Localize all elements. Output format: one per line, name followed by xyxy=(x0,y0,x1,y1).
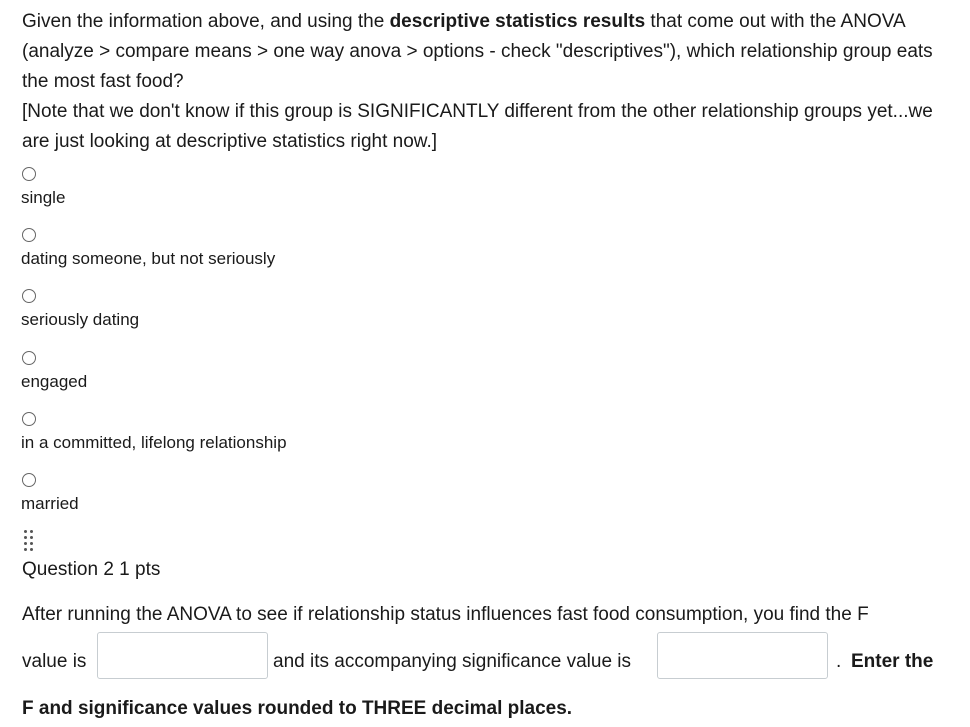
value-is-label: value is xyxy=(22,651,87,672)
option-label: in a committed, lifelong relationship xyxy=(21,433,287,452)
option-label: seriously dating xyxy=(21,310,140,329)
f-value-input[interactable] xyxy=(97,632,268,679)
drag-handle-icon[interactable] xyxy=(24,530,36,552)
option-dating-not-seriously[interactable] xyxy=(21,228,621,278)
prompt-text-part2: that come out with the ANOVA (analyze > compare means > one way anova > options - check "descriptives"), which relationship group eats the most fast food? xyxy=(22,11,933,92)
option-engaged[interactable] xyxy=(21,351,621,401)
question-1-text xyxy=(22,7,952,97)
radio-button[interactable] xyxy=(22,167,36,181)
question-2-answer-row xyxy=(22,632,952,680)
option-label: married xyxy=(21,494,79,513)
question-1-prompt xyxy=(22,7,952,157)
option-seriously-dating[interactable] xyxy=(21,289,621,339)
radio-button[interactable] xyxy=(22,351,36,365)
radio-button[interactable] xyxy=(22,228,36,242)
radio-button[interactable] xyxy=(22,473,36,487)
option-label: dating someone, but not seriously xyxy=(21,249,276,268)
question-2-instructions: F and significance values rounded to THREE decimal places. xyxy=(22,698,573,719)
significance-label: and its accompanying significance value is xyxy=(273,651,632,672)
question-1-note: [Note that we don't know if this group is SIGNIFICANTLY different from the other relationship groups yet...we are just looking at descriptive statistics right now.] xyxy=(22,101,933,152)
radio-button[interactable] xyxy=(22,289,36,303)
significance-value-input[interactable] xyxy=(657,632,828,679)
option-label: single xyxy=(21,188,66,207)
radio-button[interactable] xyxy=(22,412,36,426)
option-label: engaged xyxy=(21,372,88,391)
question-2-text-line1: After running the ANOVA to see if relationship status influences fast food consumption, you find the F xyxy=(22,604,869,625)
prompt-text-part1: Given the information above, and using the xyxy=(22,11,390,32)
enter-the-text: Enter the xyxy=(851,651,934,672)
question-2-header: Question 2 1 pts xyxy=(22,559,161,580)
option-committed-lifelong[interactable] xyxy=(21,412,621,462)
option-single[interactable] xyxy=(21,167,621,217)
prompt-text-bold: descriptive statistics results xyxy=(389,11,646,32)
period-text: . xyxy=(836,651,842,672)
option-married[interactable] xyxy=(21,473,621,523)
